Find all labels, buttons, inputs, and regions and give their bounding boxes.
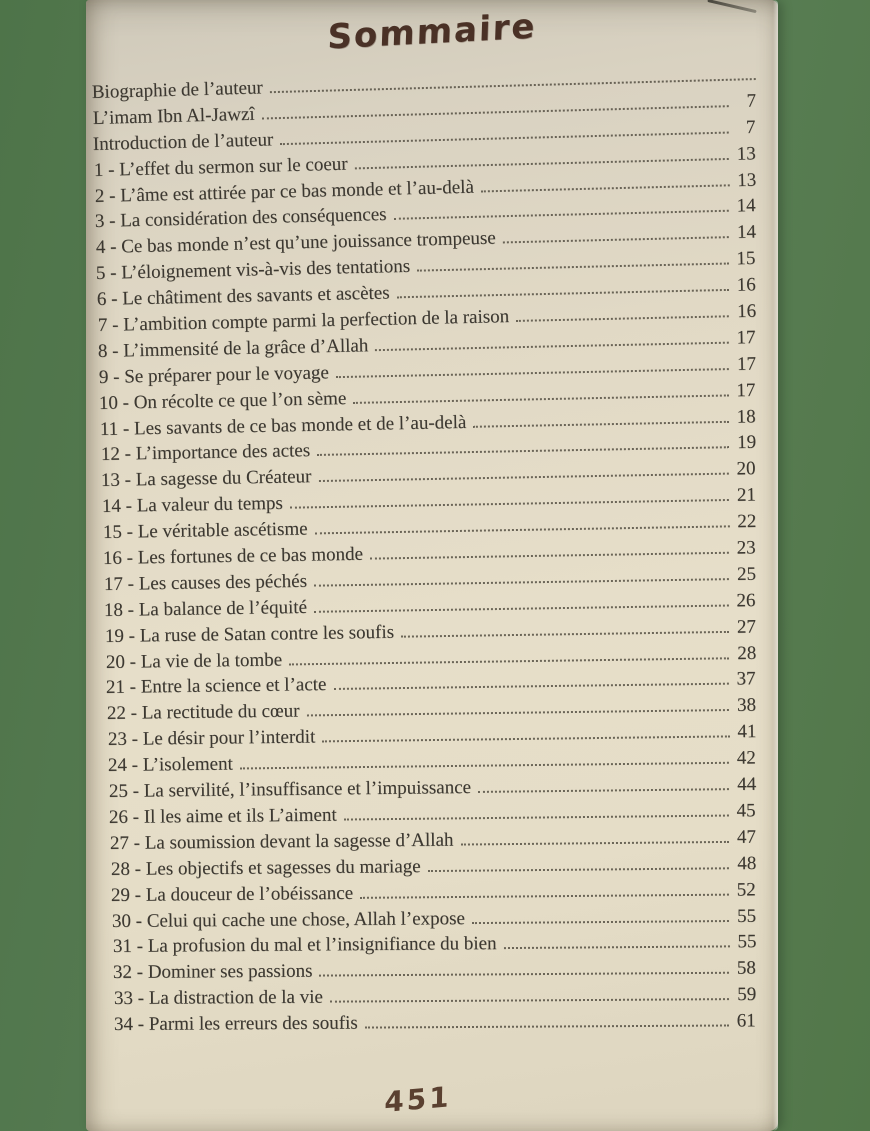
dotted-leader xyxy=(322,736,729,743)
dotted-leader xyxy=(344,814,729,820)
toc-entry-title: 13 - La sagesse du Créateur xyxy=(101,466,312,492)
toc-entry-title: L’imam Ibn Al-Jawzî xyxy=(92,103,255,129)
toc-entry-title: 1 - L’effet du sermon sur le coeur xyxy=(93,153,348,181)
dotted-leader xyxy=(290,499,729,509)
dotted-leader xyxy=(503,236,729,243)
dotted-leader xyxy=(472,920,729,924)
toc-entry-page-number: 55 xyxy=(736,931,757,953)
toc-entry-title: 21 - Entre la science et l’acte xyxy=(106,674,327,699)
toc-entry-title: 33 - La distraction de la vie xyxy=(113,986,323,1010)
toc-entry-title: 20 - La vie de la tombe xyxy=(105,649,282,673)
dotted-leader xyxy=(397,289,729,298)
toc-entry-page-number: 44 xyxy=(736,773,757,796)
dotted-leader xyxy=(281,131,729,145)
toc-entry-page-number: 21 xyxy=(736,484,756,507)
toc-entry-page-number: 13 xyxy=(736,142,756,165)
toc-entry-page-number: 38 xyxy=(736,695,757,717)
toc-entry-page-number: 58 xyxy=(736,957,757,979)
toc-entry-page-number: 16 xyxy=(736,300,756,323)
dotted-leader xyxy=(460,841,728,846)
toc-entry-page-number: 42 xyxy=(736,747,757,769)
dotted-leader xyxy=(516,315,729,322)
toc-entry-page-number: 14 xyxy=(736,195,756,217)
toc-entry-title: 7 - L’ambition compte parmi la perfection de la raison xyxy=(97,306,509,337)
toc-entry-page-number: 22 xyxy=(736,511,756,533)
toc-entry-page-number: 20 xyxy=(736,458,756,480)
toc-entry-page-number: 47 xyxy=(736,826,757,848)
dotted-leader xyxy=(394,210,729,220)
dotted-leader xyxy=(330,998,729,1003)
dotted-leader xyxy=(317,447,729,457)
toc-entry-title: 34 - Parmi les erreurs des soufis xyxy=(114,1012,359,1036)
toc-entry-title: 31 - La profusion du mal et l’insignifiance du bien xyxy=(112,933,497,958)
dotted-leader xyxy=(240,762,729,770)
toc-entry-page-number: 52 xyxy=(736,879,757,901)
toc-entry-title: 17 - Les causes des péchés xyxy=(103,570,307,595)
dotted-leader xyxy=(376,342,729,351)
toc-entry-title: 29 - La douceur de l’obéissance xyxy=(111,882,354,906)
toc-entry-page-number: 55 xyxy=(736,905,757,927)
table-of-contents xyxy=(86,77,778,1040)
page-edge-highlight xyxy=(773,0,778,1131)
dotted-leader xyxy=(365,1025,729,1029)
dotted-leader xyxy=(503,946,729,950)
toc-entry-title: 3 - La considération des conséquences xyxy=(94,204,387,233)
toc-entry-title: 5 - L’éloignement vis-à-vis des tentations xyxy=(95,256,411,285)
toc-entry-title: 11 - Les savants de ce bas monde et de l’au-delà xyxy=(99,411,467,440)
dotted-leader xyxy=(314,578,729,587)
toc-entry-page-number: 17 xyxy=(736,379,756,401)
dotted-leader xyxy=(401,631,729,638)
toc-entry-title: 2 - L’âme est attirée par ce bas monde et l’au-delà xyxy=(94,176,474,207)
toc-entry-page-number: 15 xyxy=(736,248,756,270)
dotted-leader xyxy=(270,78,756,93)
dotted-leader xyxy=(370,552,729,560)
toc-entry-page-number: 28 xyxy=(736,642,757,664)
toc-entry-page-number: 61 xyxy=(736,1010,757,1032)
dotted-leader xyxy=(334,683,729,690)
toc-entry xyxy=(114,984,756,1014)
dotted-leader xyxy=(289,657,729,665)
dotted-leader xyxy=(418,263,729,272)
toc-entry-page-number: 13 xyxy=(736,169,756,191)
dotted-leader xyxy=(480,184,728,192)
dotted-leader xyxy=(306,709,729,716)
toc-entry-title: 8 - L’immensité de la grâce d’Allah xyxy=(97,335,369,362)
dotted-leader xyxy=(336,368,729,378)
toc-entry-page-number: 16 xyxy=(736,274,756,296)
toc-entry-title: 9 - Se préparer pour le voyage xyxy=(98,362,329,388)
toc-entry-page-number: 17 xyxy=(736,327,756,349)
dotted-leader xyxy=(314,604,728,612)
toc-entry-page-number: 41 xyxy=(736,721,757,743)
toc-entry-page-number: 48 xyxy=(736,852,757,874)
toc-entry-page-number: 7 xyxy=(745,90,756,112)
toc-entry-title: 12 - L’importance des actes xyxy=(100,440,311,466)
toc-entry-page-number: 45 xyxy=(736,800,757,822)
dotted-leader xyxy=(478,788,729,793)
toc-entry-title: 6 - Le châtiment des savants et ascètes xyxy=(96,282,390,311)
toc-entry-title: 15 - Le véritable ascétisme xyxy=(102,518,308,544)
book-page xyxy=(86,0,778,1131)
dotted-leader xyxy=(360,893,729,898)
dotted-leader xyxy=(473,420,728,427)
toc-entry-title: Introduction de l’auteur xyxy=(92,129,274,155)
dotted-leader xyxy=(355,158,729,169)
toc-entry-title: 23 - Le désir pour l’interdit xyxy=(107,726,315,751)
toc-entry-title: 30 - Celui qui cache une chose, Allah l’expose xyxy=(111,907,465,932)
dotted-leader xyxy=(320,972,729,977)
toc-entry-page-number: 23 xyxy=(736,537,757,559)
toc-entry-title: 4 - Ce bas monde n’est qu’une jouissance trompeuse xyxy=(95,227,496,259)
toc-entry-page-number: 59 xyxy=(736,984,757,1006)
toc-entry xyxy=(114,1010,756,1040)
toc-entry-page-number: 26 xyxy=(736,589,757,612)
dotted-leader xyxy=(319,473,729,482)
toc-entry-page-number: 37 xyxy=(736,668,757,691)
toc-entry-title: 10 - On récolte ce que l’on sème xyxy=(99,387,347,414)
page-title: Sommaire xyxy=(326,6,538,58)
toc-entry-title: 26 - Il les aime et ils L’aiment xyxy=(109,804,338,828)
dotted-leader xyxy=(427,867,729,872)
toc-entry-title: Biographie de l’auteur xyxy=(91,77,264,103)
toc-entry-page-number: 7 xyxy=(745,116,756,138)
toc-entry-page-number: 18 xyxy=(736,405,756,428)
toc-entry-title: 19 - La ruse de Satan contre les soufis xyxy=(104,621,395,647)
toc-entry-title: 22 - La rectitude du cœur xyxy=(106,700,300,725)
toc-entry-title: 14 - La valeur du temps xyxy=(101,493,283,518)
dotted-leader xyxy=(354,394,729,403)
toc-entry-title: 16 - Les fortunes de ce bas monde xyxy=(102,543,364,570)
dotted-leader xyxy=(314,526,729,535)
toc-entry-title: 18 - La balance de l’équité xyxy=(104,596,308,621)
toc-entry-title: 25 - La servilité, l’insuffisance et l’impuissance xyxy=(108,777,471,803)
dotted-leader xyxy=(261,105,728,119)
toc-entry-title: 24 - L’isolement xyxy=(107,753,234,777)
toc-entry-page-number: 14 xyxy=(736,221,756,244)
toc-entry-title: 27 - La soumission devant la sagesse d’Allah xyxy=(109,829,454,854)
toc-entry-page-number: 19 xyxy=(736,432,756,454)
toc-entry-page-number: 27 xyxy=(736,616,757,638)
folio-page-number: 451 xyxy=(384,1079,452,1120)
toc-entry-page-number: 17 xyxy=(736,353,756,375)
toc-entry-title: 32 - Dominer ses passions xyxy=(112,960,313,984)
toc-entry-page-number: 25 xyxy=(736,563,757,585)
toc-entry-title: 28 - Les objectifs et sagesses du mariage xyxy=(110,855,421,880)
